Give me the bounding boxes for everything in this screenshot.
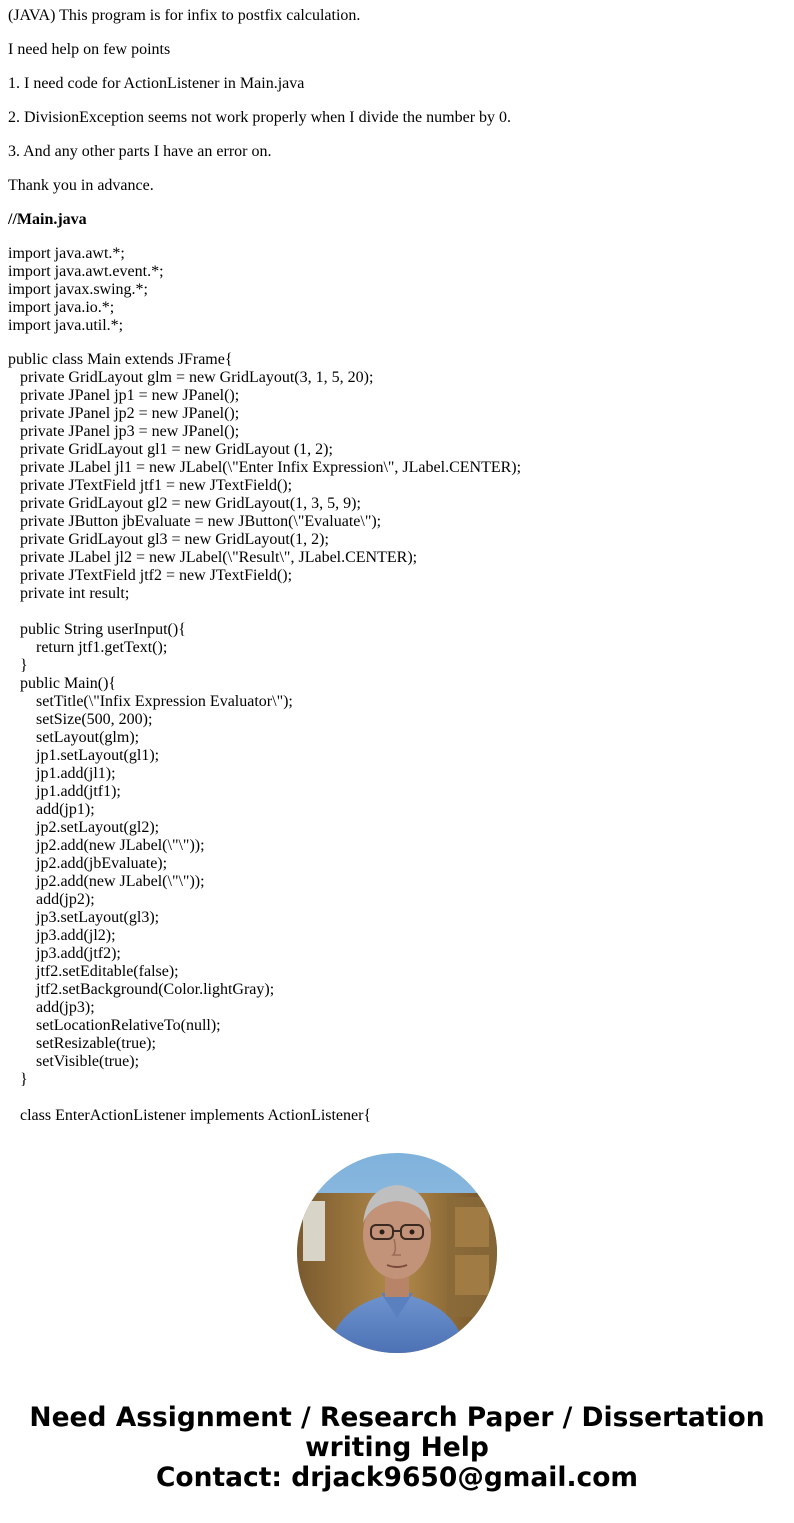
code-line: jp2.add(new JLabel(\"\")); — [8, 873, 205, 890]
code-line: private GridLayout gl2 = new GridLayout(1, 3, 5, 9); — [8, 495, 361, 512]
promo-banner — [0, 1403, 794, 1493]
code-line: private GridLayout gl1 = new GridLayout (1, 2); — [8, 441, 333, 458]
code-line: setVisible(true); — [8, 1053, 140, 1070]
banner-line-1: Need Assignment / Research Paper / Dissertation — [29, 1402, 765, 1433]
code-line: private JPanel jp3 = new JPanel(); — [8, 423, 240, 440]
code-line: import javax.swing.*; — [8, 281, 148, 298]
code-line: jp2.add(jbEvaluate); — [8, 855, 168, 872]
code-line: import java.util.*; — [8, 317, 124, 334]
portrait-image — [297, 1153, 497, 1353]
code-line: private GridLayout gl3 = new GridLayout(1, 2); — [8, 531, 329, 548]
code-line: add(jp3); — [8, 999, 95, 1016]
code-line: import java.awt.*; — [8, 245, 125, 262]
file-heading: //Main.java — [8, 211, 87, 228]
code-line: setResizable(true); — [8, 1035, 156, 1052]
code-line: add(jp2); — [8, 891, 95, 908]
code-line: jp2.add(new JLabel(\"\")); — [8, 837, 205, 854]
code-line: add(jp1); — [8, 801, 95, 818]
code-line: import java.awt.event.*; — [8, 263, 164, 280]
code-line — [8, 1089, 788, 1107]
point-1: 1. I need code for ActionListener in Main.java — [8, 75, 305, 92]
code-line: import java.io.*; — [8, 299, 115, 316]
code-line: setSize(500, 200); — [8, 711, 153, 728]
banner-contact: Contact: drjack9650@gmail.com — [155, 1462, 639, 1493]
code-line: jp2.setLayout(gl2); — [8, 819, 160, 836]
banner-line-2: writing Help — [305, 1432, 489, 1463]
code-line: jtf2.setEditable(false); — [8, 963, 179, 980]
code-line: jp3.setLayout(gl3); — [8, 909, 160, 926]
code-line: jp1.setLayout(gl1); — [8, 747, 160, 764]
code-line: public class Main extends JFrame{ — [8, 351, 233, 368]
code-line: setLocationRelativeTo(null); — [8, 1017, 221, 1034]
code-line: public Main(){ — [8, 675, 117, 692]
question-content — [8, 7, 788, 1125]
code-line: setLayout(glm); — [8, 729, 140, 746]
code-line: private JTextField jtf2 = new JTextField(); — [8, 567, 293, 584]
code-line: private JTextField jtf1 = new JTextField(); — [8, 477, 293, 494]
code-line: public String userInput(){ — [8, 621, 186, 638]
author-avatar — [297, 1153, 497, 1353]
code-line: private GridLayout glm = new GridLayout(3, 1, 5, 20); — [8, 369, 374, 386]
code-line: class EnterActionListener implements ActionListener{ — [8, 1107, 372, 1124]
code-line: private JPanel jp2 = new JPanel(); — [8, 405, 240, 422]
intro-text: (JAVA) This program is for infix to postfix calculation. — [8, 7, 361, 24]
point-2: 2. DivisionException seems not work properly when I divide the number by 0. — [8, 109, 512, 126]
code-line: private int result; — [8, 585, 130, 602]
code-line: private JLabel jl2 = new JLabel(\"Result\", JLabel.CENTER); — [8, 549, 418, 566]
code-line: } — [8, 657, 28, 674]
code-line: private JLabel jl1 = new JLabel(\"Enter Infix Expression\", JLabel.CENTER); — [8, 459, 522, 476]
code-line: private JButton jbEvaluate = new JButton(\"Evaluate\"); — [8, 513, 382, 530]
code-line: jp3.add(jtf2); — [8, 945, 121, 962]
code-line — [8, 603, 788, 621]
code-line: jp3.add(jl2); — [8, 927, 116, 944]
class-code-block — [8, 351, 788, 1125]
code-line: setTitle(\"Infix Expression Evaluator\"); — [8, 693, 293, 710]
code-line: } — [8, 1071, 28, 1088]
thanks-text: Thank you in advance. — [8, 177, 154, 194]
help-line: I need help on few points — [8, 41, 171, 58]
imports-block — [8, 245, 788, 335]
code-line: jp1.add(jl1); — [8, 765, 116, 782]
point-3: 3. And any other parts I have an error on. — [8, 143, 272, 160]
code-line: return jtf1.getText(); — [8, 639, 168, 656]
code-line: jtf2.setBackground(Color.lightGray); — [8, 981, 275, 998]
code-line: private JPanel jp1 = new JPanel(); — [8, 387, 240, 404]
code-line: jp1.add(jtf1); — [8, 783, 121, 800]
